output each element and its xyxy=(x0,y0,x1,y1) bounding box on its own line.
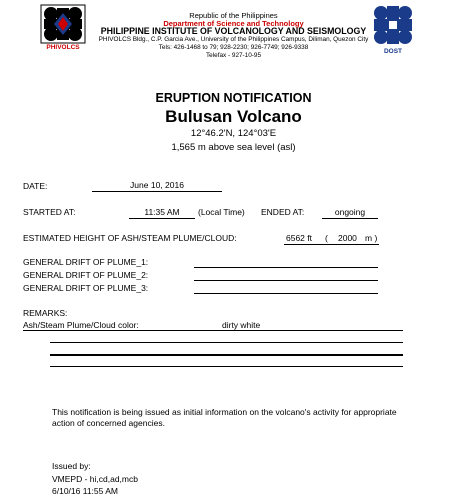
date-value: June 10, 2016 xyxy=(130,180,184,190)
ended-value: ongoing xyxy=(334,207,366,217)
drift-3-label: GENERAL DRIFT OF PLUME_3: xyxy=(23,283,149,293)
republic-line: Republic of the Philippines xyxy=(189,11,278,20)
height-m-open: ( xyxy=(325,233,328,243)
issued-timestamp: 6/10/16 11:55 AM xyxy=(52,486,119,496)
started-value: 11:35 AM xyxy=(144,207,180,217)
notice-line-1: This notification is being issued as initial information on the volcano's activity for appropriate xyxy=(52,407,397,417)
height-label: ESTIMATED HEIGHT OF ASH/STEAM PLUME/CLOUD: xyxy=(23,233,237,243)
volcano-coordinates: 12°46.2'N, 124°03'E xyxy=(190,128,277,139)
phivolcs-seal-icon xyxy=(40,4,86,44)
telefax-line: Telefax - 927-10-95 xyxy=(205,52,262,59)
issued-by-label: Issued by: xyxy=(52,461,91,471)
phivolcs-logo-label: PHIVOLCS xyxy=(46,44,80,51)
tels-line: Tels: 426-1468 to 79; 928-2230; 926-7749; 926-9338 xyxy=(158,44,309,51)
drift-2-underline xyxy=(194,280,378,281)
notification-title: ERUPTION NOTIFICATION xyxy=(155,91,312,105)
remarks-label: REMARKS: xyxy=(23,308,68,318)
remarks-line-1 xyxy=(23,330,403,331)
date-underline xyxy=(92,191,222,192)
height-m-value: 2000 xyxy=(338,233,357,243)
drift-2-label: GENERAL DRIFT OF PLUME_2: xyxy=(23,270,149,280)
date-label: DATE: xyxy=(23,181,48,191)
issued-by-name: VMEPD - hi,cd,ad,mcb xyxy=(52,474,138,484)
drift-1-underline xyxy=(194,267,378,268)
volcano-elevation: 1,565 m above sea level (asl) xyxy=(171,142,296,153)
height-ft-value: 6562 ft xyxy=(286,233,312,243)
drift-1-label: GENERAL DRIFT OF PLUME_1: xyxy=(23,257,149,267)
local-time-label: (Local Time) xyxy=(198,207,245,217)
volcano-name: Bulusan Volcano xyxy=(165,107,302,126)
ended-underline xyxy=(322,218,378,219)
drift-3-underline xyxy=(194,293,378,294)
height-m-unit: m ) xyxy=(365,233,378,243)
remarks-line-3 xyxy=(50,354,403,356)
started-label: STARTED AT: xyxy=(23,207,76,217)
dost-logo-label: DOST xyxy=(383,48,403,55)
phivolcs-logo xyxy=(40,4,86,54)
remarks-line-2 xyxy=(50,342,403,343)
plume-color-label: Ash/Steam Plume/Cloud color: xyxy=(23,320,139,330)
started-underline xyxy=(129,218,195,219)
institute-name: PHILIPPINE INSTITUTE OF VOLCANOLOGY AND SEISMOLOGY xyxy=(100,26,367,36)
notice-line-2: action of concerned agencies. xyxy=(52,418,165,428)
height-underline xyxy=(284,244,379,245)
department-line: Department of Science and Technology xyxy=(163,19,304,28)
address-line: PHIVOLCS Bldg., C.P. Garcia Ave., University of the Philippines Campus, Diliman, Quezon City xyxy=(98,36,369,43)
remarks-line-4 xyxy=(50,366,403,367)
plume-color-value: dirty white xyxy=(222,320,261,330)
ended-label: ENDED AT: xyxy=(261,207,305,217)
